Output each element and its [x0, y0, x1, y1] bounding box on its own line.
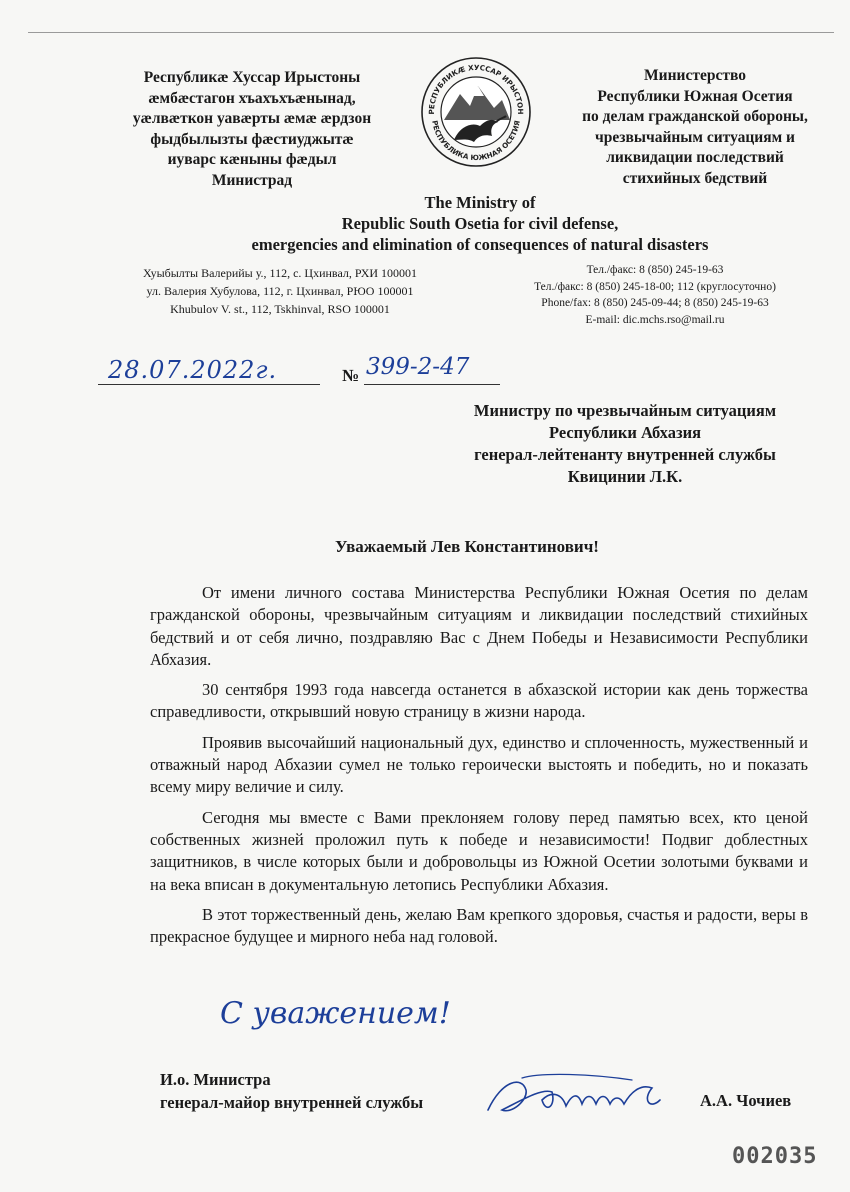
handwritten-signature — [482, 1070, 692, 1122]
signatory-title-line: генерал-майор внутренней службы — [160, 1093, 424, 1112]
body-paragraph: В этот торжественный день, желаю Вам крепкого здоровья, счастья и радости, веры в прекрасное будущее и мирного неба над головой. — [150, 904, 808, 947]
header-russian-line: по делам гражданской обороны, — [582, 108, 808, 125]
header-english-line: The Ministry of — [424, 193, 536, 212]
salutation: Уважаемый Лев Константинович! — [335, 537, 599, 556]
emblem-top-text: РЕСПУБЛИКÆ ХУССАР ИРЫСТОН — [426, 62, 526, 115]
addressee-line: Министру по чрезвычайным ситуациям — [473, 401, 777, 420]
addressee-block — [420, 400, 830, 488]
body-paragraph: От имени личного состава Министерства Республики Южная Осетия по делам гражданской обороны, чрезвычайным ситуациям и ликвидации последствий стихийных бедствий и от себя лично, поздравляю Вас с Днем Победы и Независимости Республики Абхазия. — [150, 583, 808, 669]
addressee-line: генерал-лейтенанту внутренней службы — [474, 445, 776, 464]
emblem-bottom-text: РЕСПУБЛИКА ЮЖНАЯ ОСЕТИЯ — [430, 119, 522, 163]
address-line: ул. Валерия Хубулова, 112, г. Цхинвал, РЮО 100001 — [146, 284, 414, 298]
header-ossetian-line: фыдбылызты фæстиуджытæ — [150, 130, 354, 148]
header-ossetian — [92, 68, 412, 191]
signatory-title — [160, 1068, 423, 1114]
header-ossetian-line: уæлвæткон уавæрты æмæ æрдзон — [132, 110, 372, 127]
contact-email: E-mail: dic.mchs.rso@mail.ru — [585, 313, 725, 326]
outgoing-date-handwritten: 28.07.2022г. — [108, 356, 278, 384]
header-english-line: emergencies and elimination of consequences of natural disasters — [251, 235, 709, 254]
addressee-line: Республики Абхазия — [548, 423, 702, 442]
contacts-block — [470, 262, 840, 328]
header-ossetian-line: æмбæстагон хъахъхъæнынад, — [148, 89, 356, 107]
header-russian-line: Министерство — [644, 67, 746, 84]
header-russian-line: чрезвычайным ситуациям и — [595, 128, 795, 146]
letter-body — [150, 582, 808, 956]
header-ossetian-line: иуварс кæныны фæдыл — [167, 151, 337, 168]
number-underline — [364, 384, 500, 385]
body-paragraph: Проявив высочайший национальный дух, единство и сплоченность, мужественный и отважный народ Абхазии сумел не только героически выстоять и победить, но и показать всему миру величие и силу. — [150, 732, 808, 797]
closing-handwritten: С уважением! — [220, 996, 451, 1031]
date-underline — [98, 384, 320, 385]
signer-name: А.А. Чочиев — [700, 1091, 792, 1110]
header-russian-line: Республики Южная Осетия — [597, 87, 793, 105]
header-ossetian-line: Министрад — [211, 171, 293, 189]
number-label: № — [342, 366, 360, 385]
header-russian-line: стихийных бедствий — [622, 169, 768, 187]
outgoing-number-handwritten: 399-2-47 — [366, 354, 470, 380]
contact-line: Тел./факс: 8 (850) 245-18-00; 112 (круглосуточно) — [534, 280, 776, 293]
header-english-line: Republic South Osetia for civil defense, — [341, 214, 619, 233]
header-english — [150, 192, 810, 255]
contact-line: Phone/fax: 8 (850) 245-09-44; 8 (850) 245-19-63 — [541, 297, 769, 309]
signatory-title-line: И.о. Министра — [160, 1070, 271, 1089]
addressee-line: Квицинии Л.К. — [567, 467, 683, 486]
body-paragraph: 30 сентября 1993 года навсегда останется в абхазской истории как день торжества справедливости, открывший новую страницу в жизни народа. — [150, 680, 808, 722]
body-paragraph: Сегодня мы вместе с Вами преклоняем голову перед памятью всех, кто ценой собственных жизней проложил путь к победе и независимости! Подвиг доблестных защитников, в числе которых были и добровольцы из Южной Осетии золотыми буквами и на века вписан в документальную летопись Республики Абхазия. — [150, 807, 808, 894]
coat-of-arms-emblem — [420, 56, 532, 168]
document-number: 002035 — [732, 1144, 818, 1169]
address-block — [100, 264, 460, 318]
header-ossetian-line: Республикæ Хуссар Ирыстоны — [143, 69, 361, 86]
address-line: Khubulov V. st., 112, Tskhinval, RSO 100001 — [170, 302, 390, 316]
contact-line: Тел./факс: 8 (850) 245-19-63 — [586, 264, 724, 276]
header-russian — [548, 66, 842, 189]
top-rule — [28, 32, 834, 33]
address-line: Хуыбылты Валерийы у., 112, с. Цхинвал, РХИ 100001 — [142, 266, 418, 280]
header-russian-line: ликвидации последствий — [606, 149, 784, 166]
